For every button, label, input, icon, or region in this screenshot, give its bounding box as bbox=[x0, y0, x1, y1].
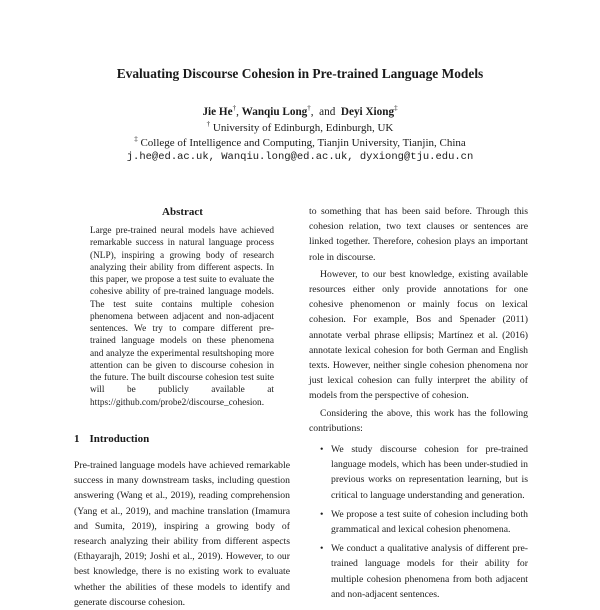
abstract-text: Large pre-trained neural models have achieved remarkable success in natural language process (NLP), inspiring a growing body of research analyzing their ability from different aspects. In this paper, we propose a test suite to evaluate the cohesive ability of pre-trained language models. The test suite contains multiple cohesion phenomena between adjacent and non-adjacent sentences. We try to compare different pre-trained language models on these phenomena and analyze the experimental resultshoping more attention can be given to discourse cohesion in the future. The built discourse cohesion test suite will be publicly available at https://github.com/probe2/discourse_cohesion. bbox=[90, 226, 274, 408]
author-mark: ‡ bbox=[394, 104, 398, 112]
contributions-list bbox=[309, 442, 528, 602]
affiliation-text: University of Edinburgh, Edinburgh, UK bbox=[212, 122, 394, 134]
affiliation-mark: † bbox=[206, 120, 211, 128]
paragraph: However, to our best knowledge, existing available resources either only provide annotations for one cohesive phenomenon or mainly focus on lexical cohesion. For example, Bos and Spenader (2011) annotate verbal phrase ellipsis; Martínez et al. (2016) annotate lexical cohesion for both German and English texts. However, neither single cohesion phenomena nor just lexical cohesion can fully interpret the ability of models from the perspective of cohesion. bbox=[309, 268, 528, 402]
author-name: Wanqiu Long bbox=[241, 106, 308, 118]
paragraph: Considering the above, this work has the following contributions: bbox=[309, 407, 528, 434]
affiliation bbox=[0, 137, 600, 149]
list-item-text: We conduct a qualitative analysis of different pre-trained language models for their ability for multiple cohesion phenomena from both adjacent and non-adjacent sentences. bbox=[331, 543, 528, 600]
right-column bbox=[309, 204, 528, 600]
section-title: Introduction bbox=[89, 433, 150, 445]
affiliation-text: College of Intelligence and Computing, Tianjin University, Tianjin, China bbox=[140, 137, 466, 149]
abstract-heading: Abstract bbox=[162, 206, 203, 218]
bullet-icon: • bbox=[320, 508, 324, 520]
bullet-icon: • bbox=[320, 543, 324, 555]
list-item bbox=[309, 507, 528, 537]
author-mark: † bbox=[307, 104, 311, 112]
affiliation-mark: ‡ bbox=[134, 135, 138, 143]
section-heading bbox=[74, 433, 149, 445]
author-separator: , and bbox=[310, 106, 341, 118]
paragraph: to something that has been said before. Through this cohesion relation, two text clauses or sentences are linked together. Therefore, cohesion plays an important role in discourse. bbox=[309, 206, 528, 263]
author-separator: , bbox=[236, 106, 242, 118]
author-mark: † bbox=[232, 104, 237, 112]
list-item bbox=[309, 541, 528, 602]
list-item-text: We study discourse cohesion for pre-trained language models, which has been under-studied in previous works on representation learning, but is critical to language understanding and generation. bbox=[331, 444, 528, 501]
affiliation bbox=[0, 122, 600, 134]
author-name: Deyi Xiong bbox=[340, 106, 395, 118]
intro-paragraph: Pre-trained language models have achieved remarkable success in many downstream tasks, including question answering (Wang et al., 2019), reading comprehension (Yang et al., 2019), and machine translation (Imamura and Sumita, 2019), inspiring a growing body of research analyzing their ability from different aspects (Ethayarajh, 2019; Joshi et al., 2019). However, to our best knowledge, there is no existing work to evaluate whether the abilities of these models to identify and generate discourse cohesion. bbox=[74, 460, 290, 608]
section-number: 1 bbox=[74, 433, 80, 445]
author-emails: j.he@ed.ac.uk, Wanqiu.long@ed.ac.uk, dyxiong@tju.edu.cn bbox=[126, 151, 474, 163]
paper-title: Evaluating Discourse Cohesion in Pre-trained Language Models bbox=[116, 66, 484, 81]
list-item-text: We propose a test suite of cohesion including both grammatical and lexical cohesion phenomena. bbox=[331, 508, 528, 536]
list-item bbox=[309, 442, 528, 503]
bullet-icon: • bbox=[320, 444, 324, 456]
author-name: Jie He bbox=[202, 106, 233, 118]
author-list bbox=[0, 106, 600, 118]
